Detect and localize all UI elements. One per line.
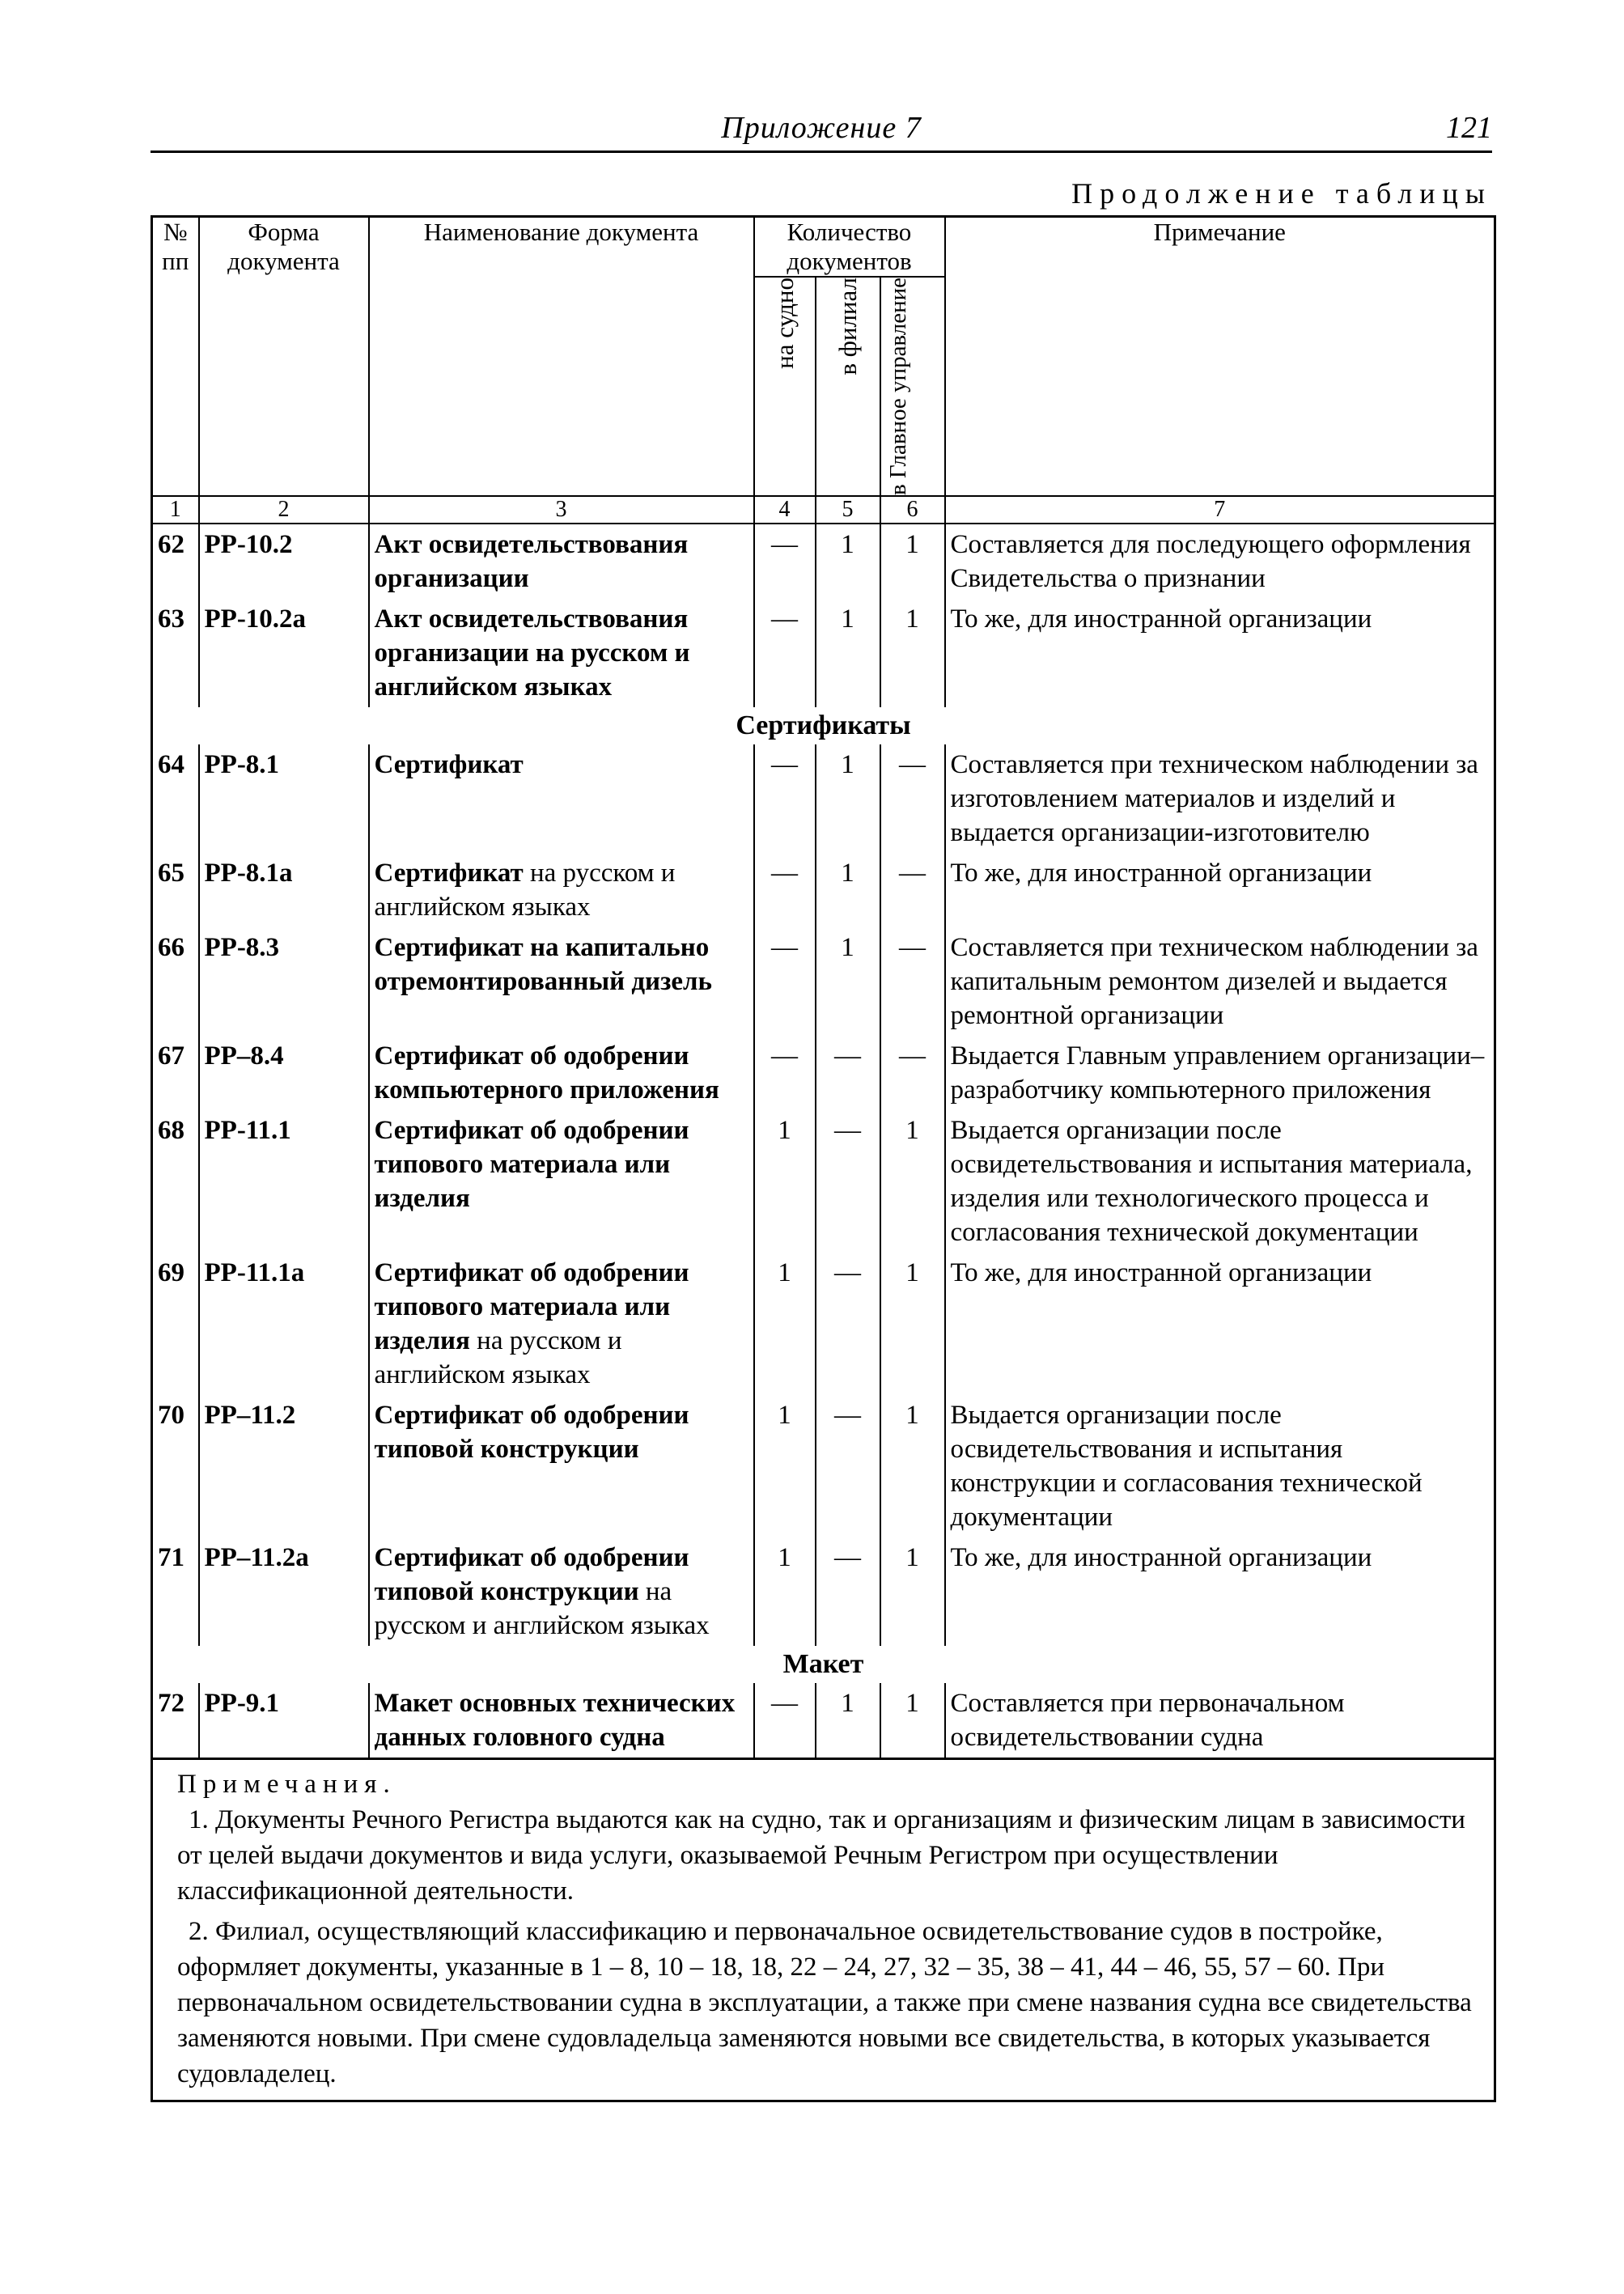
qty-to-branch: — bbox=[816, 1036, 880, 1110]
row-note: Составляется при техническом наблюдении за капитальным ремонтом дизелей и выдается ремонтной организации bbox=[945, 927, 1495, 1036]
header-note: Примечание bbox=[945, 217, 1495, 497]
document-form: РР–11.2а bbox=[199, 1537, 369, 1646]
document-name bbox=[369, 1683, 754, 1759]
row-note: То же, для иностранной организации bbox=[945, 1253, 1495, 1395]
row-note: Составляется при первоначальном освидетельствовании судна bbox=[945, 1683, 1495, 1759]
note-item-2: 2. Филиал, осуществляющий классификацию и первоначальное освидетельствование судов в постройке, оформляет документы, указанные в 1 – 8, 10 – 18, 18, 22 – 24, 27, 32 – 35, 38 – 41, 44 – 46, 55, 57 – 60. При первоначальном освидетельствовании судна в эксплуатации, а также при смене названия судна все свидетельства заменяются новыми. При смене судовладельца заменяются новыми все свидетельства, в которых указывается судовладелец. bbox=[177, 1917, 1472, 2089]
qty-on-ship: 1 bbox=[754, 1537, 816, 1646]
documents-table bbox=[151, 215, 1496, 2102]
document-name-bold: Сертификат об одобрении типового материала или изделия bbox=[374, 1116, 689, 1214]
table-row bbox=[152, 1683, 1495, 1759]
notes-block bbox=[152, 1759, 1495, 2101]
document-form: РР-10.2 bbox=[199, 524, 369, 599]
row-note: То же, для иностранной организации bbox=[945, 853, 1495, 927]
table-row bbox=[152, 853, 1495, 927]
table-row bbox=[152, 1537, 1495, 1646]
document-name bbox=[369, 524, 754, 599]
document-form: РР-11.1а bbox=[199, 1253, 369, 1395]
qty-to-head: — bbox=[880, 927, 945, 1036]
row-number: 72 bbox=[152, 1683, 199, 1759]
document-form: РР–8.4 bbox=[199, 1036, 369, 1110]
page-number: 121 bbox=[1446, 111, 1492, 145]
qty-to-branch: — bbox=[816, 1537, 880, 1646]
document-form: РР-9.1 bbox=[199, 1683, 369, 1759]
header-quantity: Количество документов bbox=[754, 217, 945, 278]
section-heading: Сертификаты bbox=[736, 710, 911, 741]
notes-title: Примечания. bbox=[177, 1770, 396, 1800]
document-name-bold: Сертификат об одобрении типового материала или изделия bbox=[374, 1258, 689, 1356]
document-name bbox=[369, 1537, 754, 1646]
col-number: 1 bbox=[152, 496, 199, 524]
qty-to-branch: 1 bbox=[816, 744, 880, 853]
table-row bbox=[152, 1395, 1495, 1537]
document-name-bold: Акт освидетельствования организации bbox=[374, 530, 689, 594]
table-row bbox=[152, 744, 1495, 853]
qty-to-head: — bbox=[880, 744, 945, 853]
row-note: Составляется при техническом наблюдении за изготовлением материалов и изделий и выдается организации-изготовителю bbox=[945, 744, 1495, 853]
qty-to-branch: — bbox=[816, 1253, 880, 1395]
qty-to-head: — bbox=[880, 853, 945, 927]
qty-to-branch: — bbox=[816, 1110, 880, 1253]
header-num: № пп bbox=[152, 217, 199, 497]
qty-on-ship: — bbox=[754, 599, 816, 707]
document-name bbox=[369, 1253, 754, 1395]
qty-to-head: — bbox=[880, 1036, 945, 1110]
column-numbers-row bbox=[152, 496, 1495, 524]
qty-on-ship: — bbox=[754, 1036, 816, 1110]
row-note: То же, для иностранной организации bbox=[945, 1537, 1495, 1646]
row-number: 70 bbox=[152, 1395, 199, 1537]
header-form: Форма документа bbox=[199, 217, 369, 497]
col-number: 3 bbox=[369, 496, 754, 524]
row-number: 68 bbox=[152, 1110, 199, 1253]
qty-on-ship: 1 bbox=[754, 1253, 816, 1395]
col-number: 7 bbox=[945, 496, 1495, 524]
page-title: Приложение 7 bbox=[721, 111, 922, 145]
document-name-bold: Сертификат об одобрении компьютерного приложения bbox=[374, 1041, 719, 1105]
row-number: 71 bbox=[152, 1537, 199, 1646]
qty-to-branch: 1 bbox=[816, 853, 880, 927]
qty-to-head: 1 bbox=[880, 1253, 945, 1395]
row-number: 67 bbox=[152, 1036, 199, 1110]
document-name-bold: Сертификат об одобрении типовой конструкции bbox=[374, 1543, 689, 1607]
qty-to-head: 1 bbox=[880, 1537, 945, 1646]
document-form: РР-8.1 bbox=[199, 744, 369, 853]
document-name bbox=[369, 1036, 754, 1110]
table-row bbox=[152, 1253, 1495, 1395]
table-row bbox=[152, 599, 1495, 707]
document-name-bold: Макет основных технических данных головного судна bbox=[374, 1689, 736, 1753]
note-item-1: 1. Документы Речного Регистра выдаются как на судно, так и организациям и физическим лицам в зависимости от целей выдачи документов и вида услуги, оказываемой Речным Регистром при осуществлении классификационной деятельности. bbox=[177, 1805, 1465, 1906]
table-row bbox=[152, 1110, 1495, 1253]
document-name-bold: Сертификат на капитально отремонтированный дизель bbox=[374, 933, 712, 997]
document-form: РР-8.1а bbox=[199, 853, 369, 927]
document-name-bold: Сертификат об одобрении типовой конструкции bbox=[374, 1401, 689, 1465]
row-number: 62 bbox=[152, 524, 199, 599]
document-name-rest: на русском и английском языках bbox=[374, 1577, 710, 1641]
table-continuation-label: Продолжение таблицы bbox=[1071, 177, 1492, 210]
qty-to-branch: — bbox=[816, 1395, 880, 1537]
table-row bbox=[152, 927, 1495, 1036]
row-note: Выдается организации после освидетельствования и испытания материала, изделия или технологического процесса и согласования технической документации bbox=[945, 1110, 1495, 1253]
document-form: РР-10.2а bbox=[199, 599, 369, 707]
header-to-head: в Главное управление bbox=[880, 277, 945, 496]
row-number: 66 bbox=[152, 927, 199, 1036]
document-name-bold: Сертификат bbox=[374, 859, 524, 888]
col-number: 5 bbox=[816, 496, 880, 524]
document-name bbox=[369, 1110, 754, 1253]
qty-on-ship: 1 bbox=[754, 1395, 816, 1537]
qty-on-ship: — bbox=[754, 853, 816, 927]
document-name bbox=[369, 744, 754, 853]
qty-to-branch: 1 bbox=[816, 1683, 880, 1759]
qty-to-head: 1 bbox=[880, 1395, 945, 1537]
qty-on-ship: — bbox=[754, 744, 816, 853]
qty-to-branch: 1 bbox=[816, 599, 880, 707]
page-header bbox=[151, 110, 1492, 153]
document-form: РР–11.2 bbox=[199, 1395, 369, 1537]
document-form: РР-11.1 bbox=[199, 1110, 369, 1253]
section-layout bbox=[152, 1646, 1495, 1683]
row-number: 69 bbox=[152, 1253, 199, 1395]
qty-on-ship: — bbox=[754, 1683, 816, 1759]
table-row bbox=[152, 524, 1495, 599]
col-number: 4 bbox=[754, 496, 816, 524]
header-on-ship: на судно bbox=[754, 277, 816, 496]
row-number: 64 bbox=[152, 744, 199, 853]
row-note: Составляется для последующего оформления Свидетельства о признании bbox=[945, 524, 1495, 599]
document-name bbox=[369, 599, 754, 707]
qty-to-head: 1 bbox=[880, 1110, 945, 1253]
document-name bbox=[369, 1395, 754, 1537]
col-number: 6 bbox=[880, 496, 945, 524]
document-name bbox=[369, 853, 754, 927]
qty-to-head: 1 bbox=[880, 524, 945, 599]
qty-on-ship: — bbox=[754, 927, 816, 1036]
qty-to-head: 1 bbox=[880, 1683, 945, 1759]
section-certificates bbox=[152, 707, 1495, 744]
qty-to-branch: 1 bbox=[816, 927, 880, 1036]
header-name: Наименование документа bbox=[369, 217, 754, 497]
document-name-bold: Акт освидетельствования организации на русском и английском языках bbox=[374, 604, 690, 702]
row-note: Выдается Главным управлением организации–разработчику компьютерного приложения bbox=[945, 1036, 1495, 1110]
qty-on-ship: 1 bbox=[754, 1110, 816, 1253]
document-name-rest: на русском и английском языках bbox=[374, 859, 676, 922]
document-name-bold: Сертификат bbox=[374, 750, 524, 780]
row-note: То же, для иностранной организации bbox=[945, 599, 1495, 707]
section-heading: Макет bbox=[782, 1649, 864, 1680]
qty-to-head: 1 bbox=[880, 599, 945, 707]
qty-to-branch: 1 bbox=[816, 524, 880, 599]
notes-row bbox=[152, 1759, 1495, 2101]
row-note: Выдается организации после освидетельствования и испытания конструкции и согласования технической документации bbox=[945, 1395, 1495, 1537]
document-name bbox=[369, 927, 754, 1036]
header-to-branch: в филиал bbox=[816, 277, 880, 496]
row-number: 65 bbox=[152, 853, 199, 927]
document-name-rest: на русском и английском языках bbox=[374, 1326, 622, 1390]
row-number: 63 bbox=[152, 599, 199, 707]
table-row bbox=[152, 1036, 1495, 1110]
document-form: РР-8.3 bbox=[199, 927, 369, 1036]
qty-on-ship: — bbox=[754, 524, 816, 599]
col-number: 2 bbox=[199, 496, 369, 524]
